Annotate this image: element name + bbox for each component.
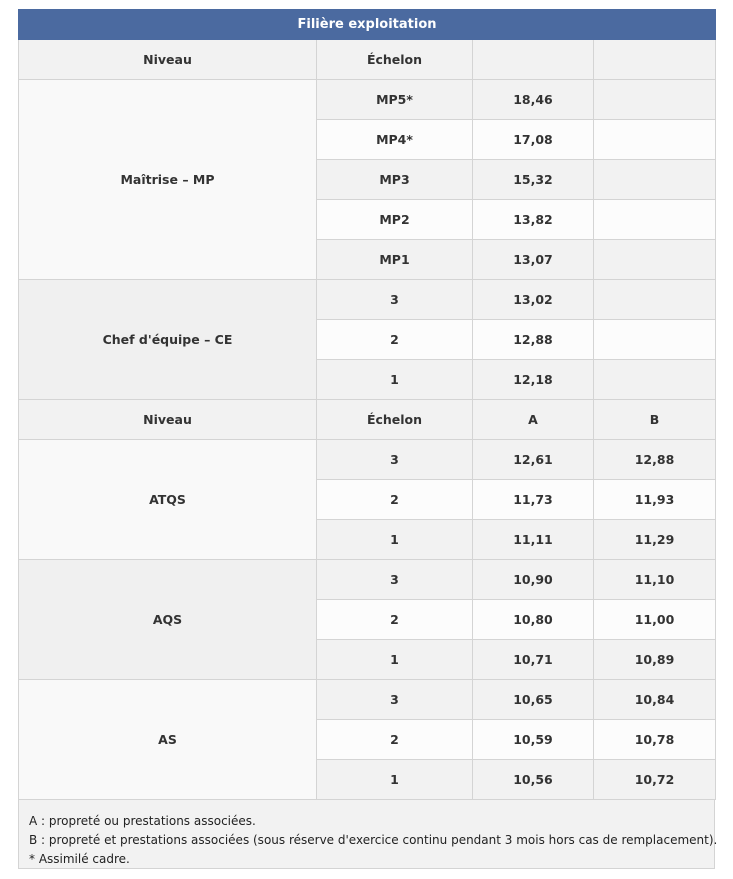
echelon-cell: 3 (317, 440, 473, 480)
echelon-cell: 3 (317, 680, 473, 720)
value-a-cell: 12,61 (473, 440, 594, 480)
value-a-cell: 10,90 (473, 560, 594, 600)
niveau-cell: AQS (19, 560, 317, 680)
salary-table (18, 9, 716, 800)
value-a-cell: 18,46 (473, 80, 594, 120)
value-b-cell: 11,00 (594, 600, 716, 640)
value-b-cell: 11,93 (594, 480, 716, 520)
echelon-cell: 2 (317, 720, 473, 760)
value-a-cell: 11,73 (473, 480, 594, 520)
note-line: A : propreté ou prestations associées. (29, 814, 256, 828)
value-a-cell: 15,32 (473, 160, 594, 200)
value-b-cell: 10,89 (594, 640, 716, 680)
echelon-cell: 2 (317, 320, 473, 360)
value-b-cell (594, 160, 716, 200)
value-a-cell: 10,65 (473, 680, 594, 720)
table-row (19, 680, 716, 720)
value-b-cell (594, 280, 716, 320)
value-b-cell (594, 120, 716, 160)
table-row (19, 80, 716, 120)
niveau-cell: Chef d'équipe – CE (19, 280, 317, 400)
header-row (19, 40, 716, 80)
value-a-cell: 17,08 (473, 120, 594, 160)
column-header-b: B (594, 400, 716, 440)
legend-notes (18, 800, 718, 869)
value-a-cell: 13,82 (473, 200, 594, 240)
table-row (19, 280, 716, 320)
niveau-cell: Maîtrise – MP (19, 80, 317, 280)
value-b-cell: 10,72 (594, 760, 716, 800)
column-header-echelon: Échelon (317, 400, 473, 440)
table-row (19, 440, 716, 480)
echelon-cell: 1 (317, 520, 473, 560)
niveau-cell: AS (19, 680, 317, 800)
header-row (19, 400, 716, 440)
value-b-cell: 11,29 (594, 520, 716, 560)
table-row (19, 560, 716, 600)
value-b-cell: 12,88 (594, 440, 716, 480)
niveau-cell: ATQS (19, 440, 317, 560)
echelon-cell: 1 (317, 760, 473, 800)
note-line: * Assimilé cadre. (29, 852, 130, 866)
note-line: B : propreté et prestations associées (sous réserve d'exercice continu pendant 3 mois hors cas de remplacement). (29, 833, 718, 847)
value-b-cell: 10,84 (594, 680, 716, 720)
value-b-cell (594, 200, 716, 240)
value-a-cell: 10,80 (473, 600, 594, 640)
value-a-cell: 12,88 (473, 320, 594, 360)
echelon-cell: 1 (317, 640, 473, 680)
value-a-cell: 12,18 (473, 360, 594, 400)
value-b-cell (594, 320, 716, 360)
value-a-cell: 10,59 (473, 720, 594, 760)
echelon-cell: MP3 (317, 160, 473, 200)
value-b-cell (594, 80, 716, 120)
salary-grid (18, 9, 718, 869)
column-header-niveau: Niveau (19, 400, 317, 440)
echelon-cell: 2 (317, 600, 473, 640)
column-header-a (473, 40, 594, 80)
echelon-cell: 3 (317, 560, 473, 600)
column-header-b (594, 40, 716, 80)
echelon-cell: MP1 (317, 240, 473, 280)
value-a-cell: 13,07 (473, 240, 594, 280)
echelon-cell: 2 (317, 480, 473, 520)
value-b-cell: 11,10 (594, 560, 716, 600)
value-b-cell (594, 240, 716, 280)
value-a-cell: 10,71 (473, 640, 594, 680)
echelon-cell: 1 (317, 360, 473, 400)
value-b-cell (594, 360, 716, 400)
value-b-cell: 10,78 (594, 720, 716, 760)
table-title: Filière exploitation (19, 10, 716, 40)
echelon-cell: MP2 (317, 200, 473, 240)
echelon-cell: MP4* (317, 120, 473, 160)
echelon-cell: 3 (317, 280, 473, 320)
value-a-cell: 10,56 (473, 760, 594, 800)
column-header-echelon: Échelon (317, 40, 473, 80)
value-a-cell: 13,02 (473, 280, 594, 320)
value-a-cell: 11,11 (473, 520, 594, 560)
column-header-a: A (473, 400, 594, 440)
echelon-cell: MP5* (317, 80, 473, 120)
column-header-niveau: Niveau (19, 40, 317, 80)
